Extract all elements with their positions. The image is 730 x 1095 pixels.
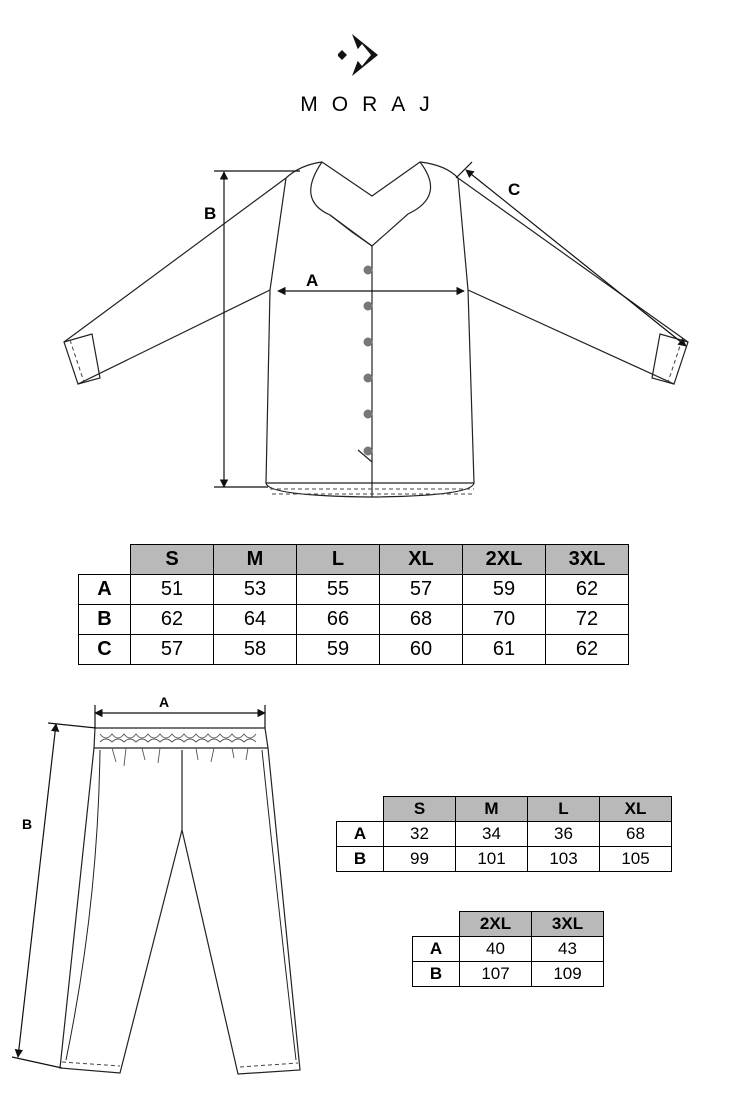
table-cell: 58 bbox=[214, 635, 297, 665]
pants-dimension-b-line bbox=[18, 724, 56, 1057]
table-cell: 62 bbox=[131, 605, 214, 635]
table-cell: 68 bbox=[380, 605, 463, 635]
table-cell: 99 bbox=[384, 847, 456, 872]
table-cell: 105 bbox=[600, 847, 672, 872]
size-header: XL bbox=[600, 797, 672, 822]
table-cell: 64 bbox=[214, 605, 297, 635]
table-cell: 60 bbox=[380, 635, 463, 665]
size-header: L bbox=[297, 545, 380, 575]
table-row bbox=[413, 937, 604, 962]
row-label: B bbox=[337, 847, 384, 872]
row-label: A bbox=[337, 822, 384, 847]
size-header: L bbox=[528, 797, 600, 822]
shirt-button bbox=[364, 447, 373, 456]
pants-dimension-b-label: B bbox=[22, 816, 33, 832]
table-cell: 109 bbox=[532, 962, 604, 987]
table-row bbox=[79, 575, 629, 605]
table-row bbox=[337, 847, 672, 872]
table-cell: 53 bbox=[214, 575, 297, 605]
shirt-button bbox=[364, 266, 373, 275]
table-cell: 61 bbox=[463, 635, 546, 665]
shirt-button bbox=[364, 374, 373, 383]
table-cell: 68 bbox=[600, 822, 672, 847]
shirt-dimension-b-label: B bbox=[204, 204, 217, 223]
table-cell: 43 bbox=[532, 937, 604, 962]
size-header: M bbox=[214, 545, 297, 575]
row-label: C bbox=[79, 635, 131, 665]
brand-name: MORAJ bbox=[300, 93, 444, 116]
row-label: B bbox=[413, 962, 460, 987]
pants-waistband-gathers bbox=[100, 734, 256, 766]
table-cell: 57 bbox=[131, 635, 214, 665]
size-header: 3XL bbox=[532, 912, 604, 937]
table-cell: 101 bbox=[456, 847, 528, 872]
row-label: A bbox=[413, 937, 460, 962]
table-cell: 62 bbox=[546, 635, 629, 665]
row-label: B bbox=[79, 605, 131, 635]
shirt-button bbox=[364, 338, 373, 347]
shirt-dimension-c-line bbox=[466, 170, 686, 346]
pants-outline bbox=[60, 728, 300, 1074]
shirt-dimension-a-label: A bbox=[306, 271, 319, 290]
table-cell: 32 bbox=[384, 822, 456, 847]
table-row bbox=[79, 635, 629, 665]
shirt-button bbox=[364, 302, 373, 311]
size-header: XL bbox=[380, 545, 463, 575]
size-header: 2XL bbox=[463, 545, 546, 575]
size-header: S bbox=[131, 545, 214, 575]
row-label: A bbox=[79, 575, 131, 605]
size-header: 2XL bbox=[460, 912, 532, 937]
pants-stitching bbox=[62, 1062, 298, 1067]
table-cell: 62 bbox=[546, 575, 629, 605]
table-header-row bbox=[413, 912, 604, 937]
table-header-row bbox=[79, 545, 629, 575]
table-cell: 57 bbox=[380, 575, 463, 605]
table-row bbox=[79, 605, 629, 635]
pants-dimension-a-label: A bbox=[159, 694, 170, 710]
shirt-size-table bbox=[78, 544, 629, 665]
table-cell: 59 bbox=[297, 635, 380, 665]
table-cell: 66 bbox=[297, 605, 380, 635]
table-row bbox=[413, 962, 604, 987]
table-row bbox=[337, 822, 672, 847]
table-cell: 55 bbox=[297, 575, 380, 605]
shirt-stitching bbox=[70, 340, 682, 494]
pants-size-table-2 bbox=[412, 911, 604, 987]
table-cell: 51 bbox=[131, 575, 214, 605]
table-header-row bbox=[337, 797, 672, 822]
shirt-outline bbox=[64, 162, 688, 497]
size-header: 3XL bbox=[546, 545, 629, 575]
shirt-button bbox=[364, 410, 373, 419]
table-cell: 59 bbox=[463, 575, 546, 605]
shirt-buttons bbox=[364, 266, 373, 456]
table-cell: 36 bbox=[528, 822, 600, 847]
size-header: S bbox=[384, 797, 456, 822]
size-header: M bbox=[456, 797, 528, 822]
table-cell: 70 bbox=[463, 605, 546, 635]
table-cell: 40 bbox=[460, 937, 532, 962]
table-cell: 103 bbox=[528, 847, 600, 872]
shirt-dimension-c-label: C bbox=[508, 180, 521, 199]
table-cell: 107 bbox=[460, 962, 532, 987]
table-cell: 34 bbox=[456, 822, 528, 847]
table-cell: 72 bbox=[546, 605, 629, 635]
pants-size-table-1 bbox=[336, 796, 672, 872]
